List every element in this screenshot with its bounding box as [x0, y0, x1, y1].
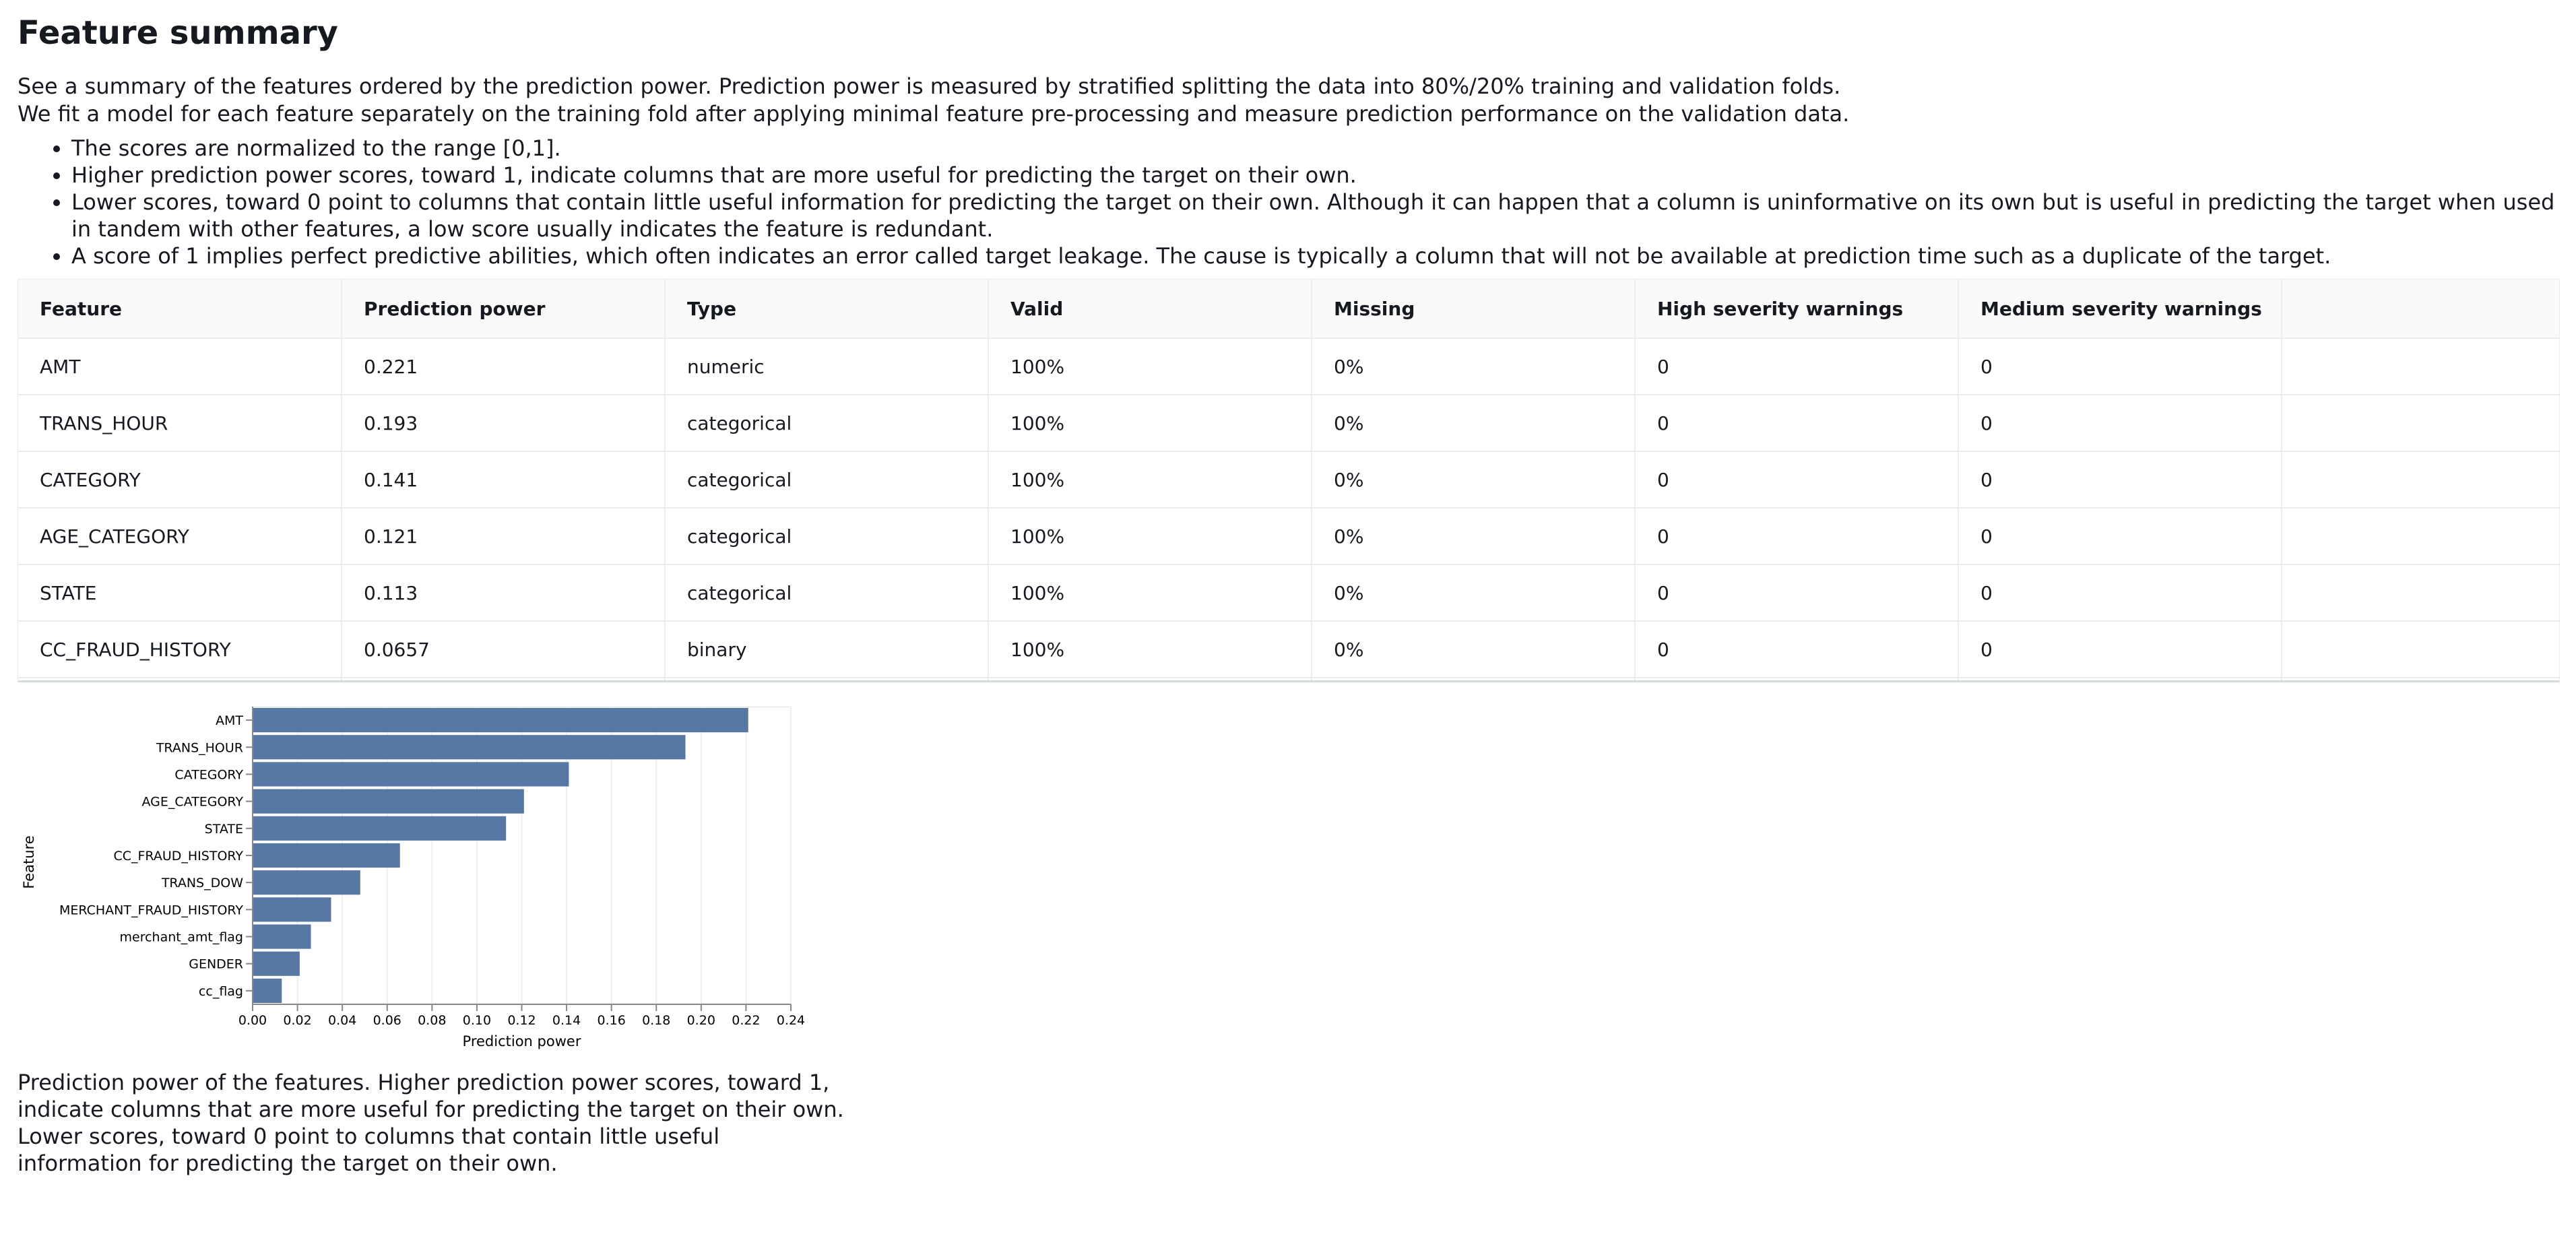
intro-text [18, 73, 2558, 128]
table-cell [2282, 395, 2560, 451]
note-item: • The scores are normalized to the range [0,1]. [71, 135, 2558, 162]
bar [253, 816, 506, 841]
x-tick-label: 0.08 [418, 1013, 447, 1028]
table-cell: numeric [665, 338, 988, 395]
table-cell: categorical [665, 395, 988, 451]
table-row [18, 564, 2560, 621]
note-item: • Lower scores, toward 0 point to columns that contain little useful information for predicting the target on their own. Although it can happen that a column is uninformative on its own but is useful in predicting the target when used in tandem with other features, a low score usually indicates the feature is redundant. [71, 189, 2558, 242]
x-tick-label: 0.16 [597, 1013, 626, 1028]
y-tick-label: TRANS_HOUR [156, 740, 243, 756]
bar [253, 924, 311, 948]
table-cell: 0% [1312, 564, 1635, 621]
bar [253, 843, 400, 868]
x-tick-label: 0.02 [283, 1013, 312, 1028]
table-cell: 0.113 [342, 564, 665, 621]
column-header[interactable]: High severity warnings [1635, 280, 1958, 338]
y-tick-label: CATEGORY [174, 767, 243, 783]
bar [253, 952, 300, 976]
x-tick-label: 0.18 [642, 1013, 671, 1028]
table-cell: 0 [1635, 451, 1958, 508]
intro-line: We fit a model for each feature separately on the training fold after applying minimal feature pre-processing and measure prediction performance on the validation data. [18, 101, 1850, 127]
table-cell [2282, 338, 2560, 395]
table-cell: 0% [1312, 451, 1635, 508]
table-cell: 0 [1958, 451, 2282, 508]
table-cell: 0 [1635, 621, 1958, 678]
note-item: • A score of 1 implies perfect predictive abilities, which often indicates an error called target leakage. The cause is typically a column that will not be available at prediction time such as a duplicate of the target. [71, 242, 2558, 269]
x-tick-label: 0.24 [776, 1013, 806, 1028]
column-header[interactable]: Prediction power [342, 280, 665, 338]
column-header[interactable]: Medium severity warnings [1958, 280, 2282, 338]
x-tick-label: 0.04 [328, 1013, 357, 1028]
notes-list [18, 135, 2558, 269]
y-tick-label: CC_FRAUD_HISTORY [113, 849, 243, 864]
y-tick-label: AMT [216, 713, 243, 729]
table-row [18, 395, 2560, 451]
table-cell: 100% [988, 564, 1312, 621]
column-header[interactable]: Type [665, 280, 988, 338]
y-tick-label: STATE [204, 821, 243, 837]
table-row [18, 508, 2560, 564]
y-axis-title: Feature [21, 835, 37, 889]
table-cell: 0.0657 [342, 621, 665, 678]
y-tick-label: GENDER [189, 956, 243, 972]
table-cell: 0 [1635, 338, 1958, 395]
intro-line: See a summary of the features ordered by the prediction power. Prediction power is measured by stratified splitting the data into 80%/20% training and validation folds. [18, 73, 1841, 99]
table-header-row [18, 280, 2560, 338]
table-cell: 0.141 [342, 451, 665, 508]
table-cell [988, 678, 1312, 682]
x-tick-label: 0.10 [462, 1013, 492, 1028]
table-cell [2282, 678, 2560, 682]
table-cell: CC_FRAUD_HISTORY [18, 621, 342, 678]
table-row [18, 338, 2560, 395]
table-cell: 0 [1958, 508, 2282, 564]
y-tick-label: TRANS_DOW [161, 876, 243, 891]
bar [253, 735, 686, 759]
x-tick-label: 0.00 [238, 1013, 267, 1028]
table-cell [1635, 678, 1958, 682]
column-header[interactable] [2282, 280, 2560, 338]
table-cell: 100% [988, 395, 1312, 451]
table-row [18, 621, 2560, 678]
chart-svg [18, 707, 826, 1070]
table-row [18, 451, 2560, 508]
table-cell: AMT [18, 338, 342, 395]
table-cell: 0 [1635, 564, 1958, 621]
y-tick-label: AGE_CATEGORY [141, 794, 243, 810]
x-tick-label: 0.22 [732, 1013, 761, 1028]
table-cell [342, 678, 665, 682]
table-cell: 0 [1635, 508, 1958, 564]
table-cell: 0 [1958, 338, 2282, 395]
table-cell: CATEGORY [18, 451, 342, 508]
table-cell: binary [665, 621, 988, 678]
table-cell [1958, 678, 2282, 682]
table-cell: 0 [1958, 564, 2282, 621]
x-axis-title: Prediction power [462, 1033, 581, 1049]
table-cell: 100% [988, 508, 1312, 564]
x-tick-label: 0.20 [686, 1013, 715, 1028]
table-cell [2282, 621, 2560, 678]
feature-table-scroll[interactable] [18, 279, 2560, 682]
table-cell: 0.221 [342, 338, 665, 395]
table-cell: 100% [988, 338, 1312, 395]
table-cell [2282, 508, 2560, 564]
table-cell: AGE_CATEGORY [18, 508, 342, 564]
table-cell: 0 [1635, 395, 1958, 451]
chart-caption: Prediction power of the features. Higher prediction power scores, toward 1, indicate columns that are more useful for predicting the target on their own. Lower scores, toward 0 point to columns that contain little useful information for predicting the target on their own. [18, 1070, 844, 1176]
table-cell: 0% [1312, 338, 1635, 395]
table-cell: 0% [1312, 395, 1635, 451]
bar [253, 870, 360, 895]
feature-table [18, 280, 2560, 682]
x-tick-label: 0.06 [373, 1013, 401, 1028]
bar [253, 979, 282, 1003]
column-header[interactable]: Valid [988, 280, 1312, 338]
table-cell: 100% [988, 451, 1312, 508]
y-tick-label: MERCHANT_FRAUD_HISTORY [59, 903, 243, 918]
column-header[interactable]: Feature [18, 280, 342, 338]
bar [253, 708, 748, 732]
x-tick-label: 0.12 [507, 1013, 536, 1028]
table-cell: TRANS_HOUR [18, 395, 342, 451]
table-cell [2282, 564, 2560, 621]
table-cell: 0% [1312, 508, 1635, 564]
note-item: • Higher prediction power scores, toward 1, indicate columns that are more useful for predicting the target on their own. [71, 162, 2558, 189]
table-cell: 0.193 [342, 395, 665, 451]
x-tick-label: 0.14 [552, 1013, 581, 1028]
y-tick-label: cc_flag [198, 983, 243, 999]
bar [253, 762, 569, 786]
table-cell [665, 678, 988, 682]
table-cell [2282, 451, 2560, 508]
page-title: Feature summary [18, 14, 338, 52]
table-cell: categorical [665, 564, 988, 621]
table-cell: 0 [1958, 621, 2282, 678]
table-cell: 0.121 [342, 508, 665, 564]
bar [253, 789, 524, 814]
table-cell: 0% [1312, 621, 1635, 678]
table-row [18, 678, 2560, 682]
table-cell: STATE [18, 564, 342, 621]
table-cell: 0 [1958, 395, 2282, 451]
table-cell: 100% [988, 621, 1312, 678]
table-cell [18, 678, 342, 682]
prediction-power-chart [18, 707, 826, 1070]
table-cell: categorical [665, 508, 988, 564]
bar [253, 897, 331, 921]
column-header[interactable]: Missing [1312, 280, 1635, 338]
y-tick-label: merchant_amt_flag [119, 930, 243, 945]
table-cell [1312, 678, 1635, 682]
table-cell: categorical [665, 451, 988, 508]
